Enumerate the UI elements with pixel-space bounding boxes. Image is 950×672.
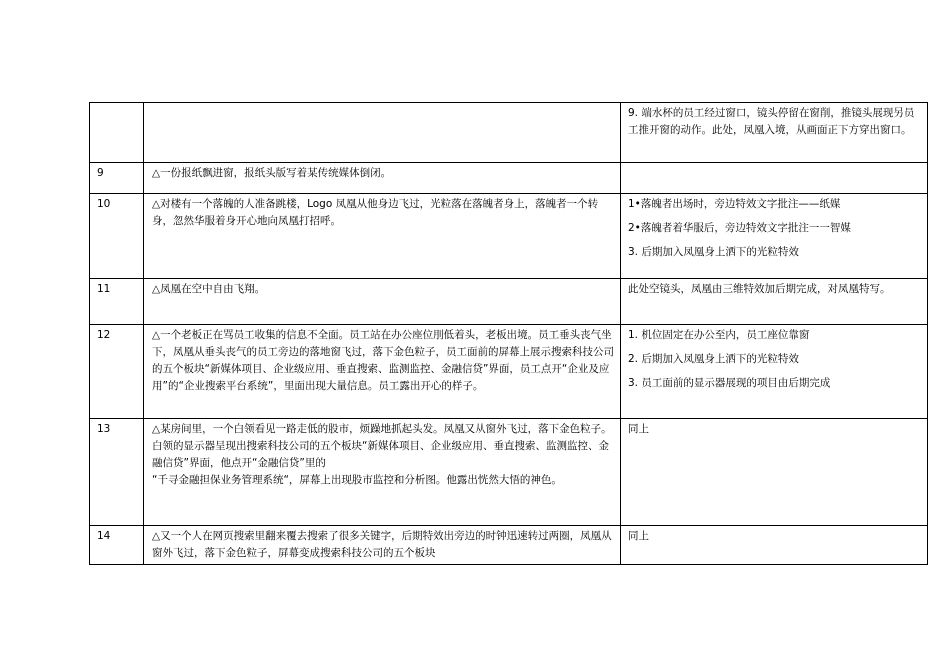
note-line: 2•落魄者着华服后，旁边特效文字批注一一智媒 [628, 222, 851, 234]
shot-notes [621, 419, 928, 526]
shot-notes [621, 194, 928, 279]
row-number: 13 [90, 419, 144, 526]
table-row [90, 163, 928, 194]
table-row [90, 325, 928, 419]
scene-description [144, 419, 621, 526]
storyboard-table [89, 102, 928, 565]
shot-notes [621, 526, 928, 565]
scene-description: △一份报纸飘进窗，报纸头版写着某传统媒体倒闭。 [144, 163, 621, 194]
row-number [90, 103, 144, 163]
note-line: 1•落魄者出场时，旁边特效文字批注——纸媒 [628, 198, 841, 210]
note-line: 同上 [628, 530, 649, 542]
table-row [90, 419, 928, 526]
table-row [90, 526, 928, 565]
table-row [90, 194, 928, 279]
shot-notes [621, 103, 928, 163]
note-line: 此处空镜头，凤凰由三维特效加后期完成，对凤凰特写。 [628, 283, 891, 295]
description-line: △某房间里，一个白领看见一路走低的股市，烦躁地抓起头发。凤凰又从窗外飞过，落下金色粒子。白领的显示器呈现出搜索科技公司的五个板块“新媒体项目、企业级应用、垂直搜索、监测监控、金融信贷”界面，他点开“金融信贷”里的 [152, 423, 612, 469]
note-line: 3. 后期加入凤凰身上洒下的光粒特效 [628, 246, 799, 258]
row-number: 11 [90, 279, 144, 325]
note-line: 1. 机位固定在办公至内，员工座位靠窗 [628, 329, 810, 341]
scene-description: △一个老板正在骂员工收集的信息不全面。员工站在办公座位刖低着头，老板出境。员工垂头丧气坐下，凤凰从垂头丧气的员工旁边的落地窗飞过，落下金色粒子，员工面前的屏幕上展示搜索科技公司的五个板块“新媒体项目、企业级应用、垂直搜索、监测监控、金融信贷”界面，员工点开“企业及应用”的“企业搜索平台系统”，里面出现大量信息。员工露出开心的样子。 [144, 325, 621, 419]
note-line: 2. 后期加入凤凰身上洒下的光粒特效 [628, 353, 799, 365]
note-line: 9. 端水杯的员工经过窗口，镜头停留在窗削，推镜头展现另员工推开窗的动作。此处，凤凰入境，从画面正下方穿出窗口。 [628, 107, 915, 136]
scene-description: △对楼有一个落魄的人准备跳楼，Logo 凤凰从他身边飞过，光粒落在落魄者身上，落魄者一个转身，忽然华服着身开心地向凤凰打招呼。 [144, 194, 621, 279]
shot-notes [621, 163, 928, 194]
table-row [90, 279, 928, 325]
scene-description [144, 103, 621, 163]
note-line: 3. 员工面前的显示器展现的项目由后期完成 [628, 377, 831, 389]
shot-notes [621, 325, 928, 419]
row-number: 12 [90, 325, 144, 419]
scene-description: △又一个人在网页搜索里翻来覆去搜索了很多关键字，后期特效出旁边的时钟迅速转过两圈，凤凰从窗外飞过，落下金色粒子，屏幕变成搜索科技公司的五个板块 [144, 526, 621, 565]
row-number: 14 [90, 526, 144, 565]
table-row [90, 103, 928, 163]
row-number: 9 [90, 163, 144, 194]
row-number: 10 [90, 194, 144, 279]
note-line: 同上 [628, 423, 649, 435]
scene-description: △凤凰在空中自由飞翔。 [144, 279, 621, 325]
description-line: “千寻金融担保业务管理系统“，屏幕上出现股市监控和分析图。他露出恍然大悟的神色。 [152, 474, 562, 486]
shot-notes [621, 279, 928, 325]
